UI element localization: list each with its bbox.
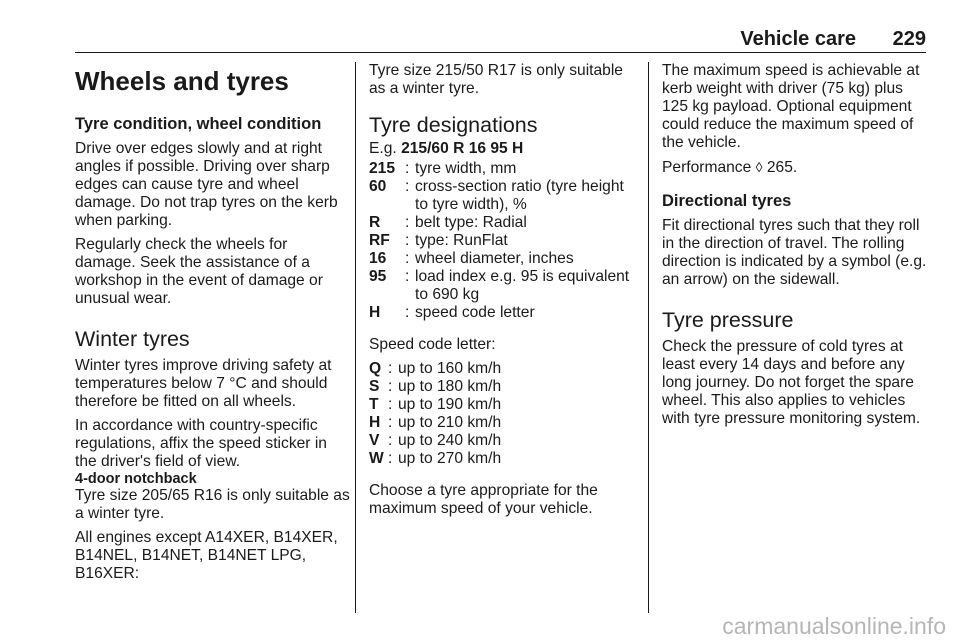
definition-separator: : <box>405 268 410 285</box>
definition-key: 16 <box>369 250 387 267</box>
definition-value: up to 240 km/h <box>398 432 502 449</box>
paragraph: Choose a tyre appropriate for the maximum speed of your vehicle. <box>369 482 598 517</box>
designation-list <box>369 160 637 322</box>
paragraph: Regularly check the wheels for damage. Seek the assistance of a workshop in the event of damage or unusual wear. <box>75 236 323 307</box>
definition-row <box>369 178 637 214</box>
paragraph: In accordance with country-specific regulations, affix the speed sticker in the driver's field of view. <box>75 417 327 470</box>
performance-reference <box>662 158 930 177</box>
paragraph: The maximum speed is achievable at kerb weight with driver (75 kg) plus 125 kg payload. Optional equipment could reduce the maximum speed of the vehicle. <box>662 62 920 151</box>
definition-separator: : <box>388 414 393 431</box>
definition-row <box>369 214 637 232</box>
definition-key: S <box>369 378 380 395</box>
speed-intro: Speed code letter: <box>369 336 496 353</box>
definition-row <box>369 450 637 468</box>
heading-directional-tyres: Directional tyres <box>662 192 792 210</box>
definition-row <box>369 396 637 414</box>
paragraph: Winter tyres improve driving safety at temperatures below 7 °C and should therefore be fitted on all wheels. <box>75 357 332 410</box>
definition-key: V <box>369 432 380 449</box>
definition-separator: : <box>405 304 410 321</box>
definition-key: H <box>369 304 381 321</box>
definition-separator: : <box>405 178 410 195</box>
definition-value: up to 190 km/h <box>398 396 502 413</box>
definition-row <box>369 360 637 378</box>
heading-tyre-condition: Tyre condition, wheel condition <box>75 115 322 133</box>
paragraph: Tyre size 215/50 R17 is only suitable as a winter tyre. <box>369 62 623 97</box>
definition-value: tyre width, mm <box>415 160 517 177</box>
definition-key: Q <box>369 360 382 377</box>
definition-row <box>369 432 637 450</box>
paragraph: Fit directional tyres such that they roll in the direction of travel. The rolling direction is indicated by a symbol (e.g. an arrow) on the sidewall. <box>662 217 927 288</box>
column-1 <box>75 62 350 589</box>
definition-row <box>369 232 637 250</box>
page-title: Wheels and tyres <box>75 66 289 96</box>
paragraph: Tyre size 205/65 R16 is only suitable as a winter tyre. <box>75 487 350 522</box>
definition-key: W <box>369 450 384 467</box>
heading-tyre-pressure: Tyre pressure <box>662 308 794 332</box>
definition-row <box>369 304 637 322</box>
heading-tyre-designations: Tyre designations <box>369 113 538 137</box>
speed-code-list <box>369 360 637 468</box>
column-3 <box>662 62 930 434</box>
column-divider <box>648 62 649 613</box>
definition-key: H <box>369 414 381 431</box>
definition-key: 215 <box>369 160 396 177</box>
definition-key: RF <box>369 232 390 249</box>
definition-key: 95 <box>369 268 387 285</box>
example-prefix: E.g. <box>369 140 402 157</box>
definition-value: up to 160 km/h <box>398 360 502 377</box>
column-2 <box>369 62 637 524</box>
watermark: carmanualsonline.info <box>722 613 946 639</box>
example-designation <box>369 140 637 158</box>
definition-value: cross-section ratio (tyre height to tyre width), % <box>415 178 624 213</box>
paragraph: All engines except A14XER, B14XER, B14NEL, B14NET, B14NET LPG, B16XER: <box>75 529 338 582</box>
definition-separator: : <box>388 432 393 449</box>
heading-winter-tyres: Winter tyres <box>75 327 190 351</box>
definition-key: T <box>369 396 379 413</box>
definition-row <box>369 378 637 396</box>
definition-row <box>369 250 637 268</box>
definition-separator: : <box>405 250 410 267</box>
definition-value: up to 270 km/h <box>398 450 502 467</box>
page-number: 229 <box>892 28 926 50</box>
definition-separator: : <box>405 232 410 249</box>
definition-value: up to 210 km/h <box>398 414 502 431</box>
definition-row <box>369 160 637 178</box>
label-notchback: 4-door notchback <box>75 471 197 487</box>
definition-separator: : <box>405 214 410 231</box>
paragraph: Check the pressure of cold tyres at least every 14 days and before any long journey. Do not forget the spare wheel. This also applies to vehicles with tyre pressure monitoring system. <box>662 338 921 427</box>
definition-separator: : <box>388 450 393 467</box>
definition-separator: : <box>388 378 393 395</box>
definition-key: 60 <box>369 178 387 195</box>
definition-row <box>369 268 637 304</box>
definition-value: speed code letter <box>415 304 535 321</box>
section-title: Vehicle care <box>740 28 856 50</box>
column-divider <box>355 62 356 613</box>
definition-value: up to 180 km/h <box>398 378 502 395</box>
example-value: 215/60 R 16 95 H <box>401 140 524 157</box>
definition-separator: : <box>388 360 393 377</box>
performance-page-ref: 265. <box>762 159 798 176</box>
definition-key: R <box>369 214 381 231</box>
paragraph: Drive over edges slowly and at right angles if possible. Driving over sharp edges can cause tyre and wheel damage. Do not trap tyres on the kerb when parking. <box>75 140 338 229</box>
definition-value: belt type: Radial <box>415 214 527 231</box>
definition-value: wheel diameter, inches <box>415 250 574 267</box>
definition-row <box>369 414 637 432</box>
definition-separator: : <box>388 396 393 413</box>
performance-label: Performance <box>662 159 756 176</box>
definition-separator: : <box>405 160 410 177</box>
definition-value: load index e.g. 95 is equivalent to 690 kg <box>415 268 630 303</box>
page-header <box>75 28 926 53</box>
reference-arrow-icon: ◊ <box>755 159 763 175</box>
definition-value: type: RunFlat <box>415 232 508 249</box>
